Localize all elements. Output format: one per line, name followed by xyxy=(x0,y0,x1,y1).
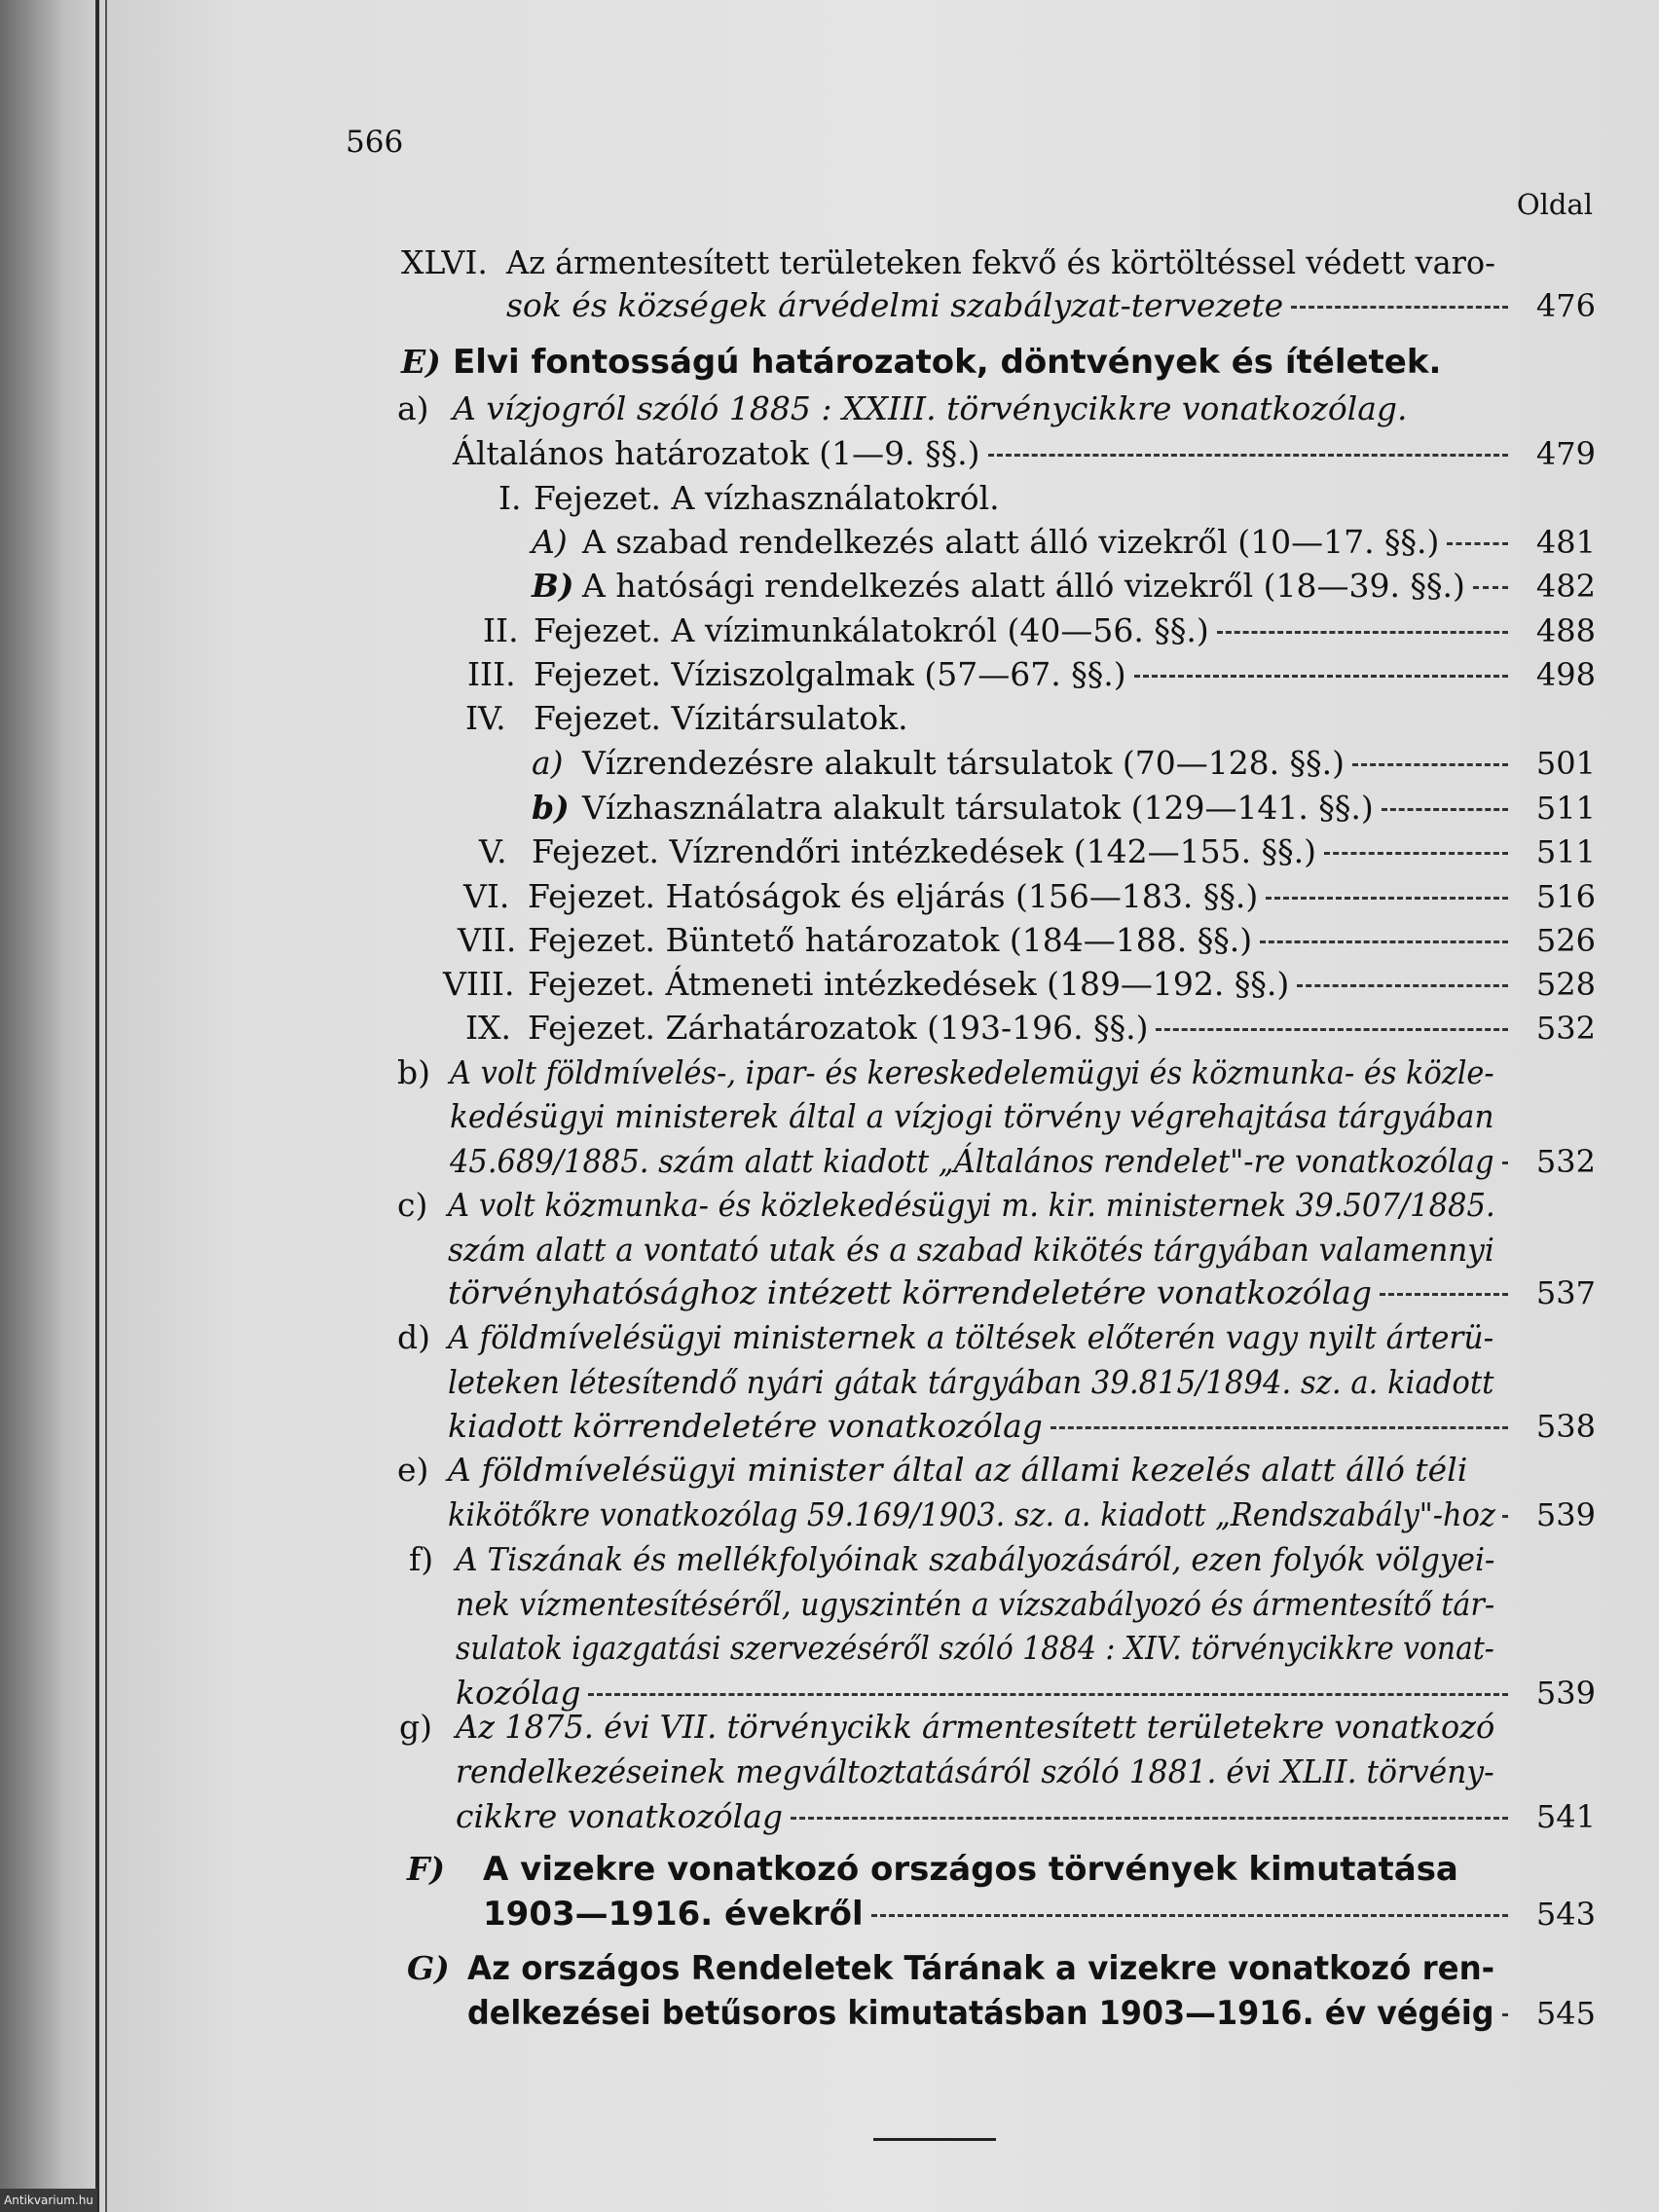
toc-entry-label: VII. xyxy=(458,921,517,959)
dot-leader xyxy=(588,1693,1508,1696)
toc-page-number: 501 xyxy=(1535,745,1596,782)
toc-entry-text: A volt földmívelés-, ipar- és kereskedelemügyi és közmunka- és közle- xyxy=(450,1053,1494,1091)
toc-page-number: 511 xyxy=(1535,790,1596,827)
toc-entry-line xyxy=(456,1706,1494,1749)
toc-page-number: 528 xyxy=(1535,966,1596,1003)
toc-page-number: 511 xyxy=(1535,833,1596,870)
toc-entry-text: rendelkezéseinek megváltoztatásáról szóló 1881. évi XLII. törvény- xyxy=(456,1752,1494,1790)
toc-entry-text: kikötőkre vonatkozólag 59.169/1903. sz. a. kiadott „Rendszabály"-hoz xyxy=(448,1495,1495,1533)
toc-entry-line xyxy=(506,241,1494,284)
toc-entry-line xyxy=(456,1751,1494,1793)
toc-entry-line xyxy=(453,341,1441,384)
toc-entry-text: A vizekre vonatkozó országos törvények kimutatása xyxy=(483,1850,1458,1889)
toc-entry-line xyxy=(450,1051,1494,1094)
toc-page-number: 482 xyxy=(1535,568,1596,605)
toc-entry-label: III. xyxy=(467,655,516,693)
toc-entry-line xyxy=(506,284,1514,327)
toc-entry-line xyxy=(528,875,1514,918)
toc-entry-text: kedésügyi ministerek által a vízjogi törvény végrehajtása tárgyában xyxy=(450,1097,1494,1135)
toc-entry-text: Vízrendezésre alakult társulatok (70—128. §§.) xyxy=(582,744,1346,782)
toc-entry-line xyxy=(528,963,1514,1006)
toc-entry-text: szám alatt a vontató utak és a szabad kikötés tárgyában valamennyi xyxy=(448,1231,1494,1269)
toc-page-number: 476 xyxy=(1535,287,1596,324)
toc-entry-line xyxy=(448,1184,1494,1227)
toc-entry-line xyxy=(467,1992,1514,2035)
toc-entry-line xyxy=(534,697,908,740)
toc-entry-label: B) xyxy=(532,567,574,605)
toc-entry-label: f) xyxy=(409,1540,434,1578)
toc-entry-text: Fejezet. Vízitársulatok. xyxy=(534,699,908,737)
column-header-oldal: Oldal xyxy=(1516,188,1593,221)
toc-entry-line xyxy=(456,1583,1494,1626)
toc-entry-text: 1903—1916. évekről xyxy=(483,1895,864,1934)
toc-entry-line xyxy=(453,387,1408,430)
toc-entry-text: Vízhasználatra alakult társulatok (129—141. §§.) xyxy=(582,789,1374,827)
toc-entry-text: A földmívelésügyi minister által az állami kezelés alatt álló téli xyxy=(448,1451,1468,1489)
toc-entry-label: b) xyxy=(397,1053,430,1091)
dot-leader xyxy=(1352,763,1508,766)
toc-entry-text: Fejezet. Hatóságok és eljárás (156—183. §§.) xyxy=(528,877,1259,915)
book-spine-shadow xyxy=(0,0,105,2212)
toc-entry-label: VI. xyxy=(463,877,510,915)
toc-entry-text: sok és községek árvédelmi szabályzat-tervezete xyxy=(506,286,1284,324)
page-number: 566 xyxy=(346,125,404,160)
toc-entry-text: Fejezet. A vízhasználatokról. xyxy=(534,479,1000,517)
toc-entry-line xyxy=(448,1405,1514,1448)
toc-entry-line xyxy=(448,1229,1494,1272)
toc-entry-line xyxy=(534,653,1514,696)
toc-entry-text: Fejezet. Átmeneti intézkedések (189—192. §§.) xyxy=(528,965,1290,1003)
toc-entry-text: A hatósági rendelkezés alatt álló vizekről (18—39. §§.) xyxy=(582,567,1465,605)
dot-leader xyxy=(1156,1028,1508,1031)
toc-page-number: 532 xyxy=(1535,1143,1596,1180)
toc-entry-line xyxy=(582,742,1514,785)
dot-leader xyxy=(791,1817,1508,1820)
toc-entry-text: leteken létesítendő nyári gátak tárgyában 39.815/1894. sz. a. kiadott xyxy=(448,1363,1494,1401)
toc-entry-label: e) xyxy=(397,1451,429,1489)
toc-entry-text: Fejezet. Zárhatározatok (193-196. §§.) xyxy=(528,1009,1149,1047)
toc-entry-line xyxy=(448,1272,1514,1314)
toc-entry-label: a) xyxy=(397,389,429,427)
toc-entry-line xyxy=(456,1795,1514,1838)
toc-entry-line xyxy=(483,1848,1458,1891)
toc-entry-label: IX. xyxy=(465,1009,512,1047)
toc-entry-text: kiadott körrendeletére vonatkozólag xyxy=(448,1407,1043,1445)
toc-entry-text: Fejezet. A vízimunkálatokról (40—56. §§.) xyxy=(534,611,1209,649)
toc-entry-text: Az országos Rendeletek Tárának a vizekre vonatkozó ren- xyxy=(467,1949,1495,1988)
dot-leader xyxy=(1324,852,1508,855)
toc-entry-line xyxy=(453,432,1514,475)
toc-entry-line xyxy=(467,1947,1494,1990)
toc-entry-text: 45.689/1885. szám alatt kiadott „Általános rendelet"-re vonatkozólag xyxy=(450,1142,1494,1180)
dot-leader xyxy=(1266,897,1508,900)
toc-entry-label: d) xyxy=(397,1318,430,1356)
toc-page-number: 538 xyxy=(1535,1408,1596,1445)
toc-entry-text: A volt közmunka- és közlekedésügyi m. kir. ministernek 39.507/1885. xyxy=(448,1186,1495,1224)
toc-entry-text: Az 1875. évi VII. törvénycikk ármentesített területekre vonatkozó xyxy=(456,1708,1495,1746)
toc-page-number: 479 xyxy=(1535,435,1596,472)
toc-entry-text: nek vízmentesítéséről, ugyszintén a vízszabályozó és ármentesítő tár- xyxy=(456,1585,1495,1623)
watermark: Antikvarium.hu xyxy=(0,2189,97,2212)
dot-leader xyxy=(871,1914,1508,1917)
toc-entry-label: IV. xyxy=(465,699,506,737)
toc-entry-line xyxy=(450,1095,1494,1138)
toc-entry-label: G) xyxy=(407,1949,450,1987)
toc-entry-label: a) xyxy=(532,744,564,782)
toc-page-number: 537 xyxy=(1535,1274,1596,1311)
toc-entry-label: F) xyxy=(407,1850,446,1888)
toc-entry-text: sulatok igazgatási szervezéséről szóló 1884 : XIV. törvénycikkre vonat- xyxy=(456,1629,1494,1667)
toc-entry-text: Fejezet. Víziszolgalmak (57—67. §§.) xyxy=(534,655,1126,693)
toc-entry-text: cikkre vonatkozólag xyxy=(456,1797,783,1835)
toc-entry-text: A földmívelésügyi ministernek a töltések előterén vagy nyilt árterü- xyxy=(448,1318,1494,1356)
toc-entry-text: A Tiszának és mellékfolyóinak szabályozásáról, ezen folyók völgyei- xyxy=(456,1540,1495,1578)
toc-page-number: 481 xyxy=(1535,524,1596,561)
toc-page-number: 545 xyxy=(1535,1995,1596,2032)
toc-entry-line xyxy=(582,565,1514,608)
dot-leader xyxy=(1051,1426,1508,1429)
toc-entry-line xyxy=(448,1449,1467,1492)
toc-entry-label: b) xyxy=(532,789,570,827)
toc-entry-label: VIII. xyxy=(443,965,515,1003)
toc-entry-line xyxy=(532,830,1514,873)
toc-entry-line xyxy=(448,1316,1494,1359)
toc-entry-label: c) xyxy=(397,1186,428,1224)
toc-entry-text: törvényhatósághoz intézett körrendeletére vonatkozólag xyxy=(448,1273,1372,1311)
dot-leader xyxy=(1217,631,1508,634)
toc-entry-label: g) xyxy=(399,1708,432,1746)
toc-entry-text: Fejezet. Büntető határozatok (184—188. §§.) xyxy=(528,921,1253,959)
toc-page-number: 526 xyxy=(1535,922,1596,959)
toc-entry-label: I. xyxy=(498,479,522,517)
toc-entry-text: kozólag xyxy=(456,1674,581,1712)
toc-entry-label: XLVI. xyxy=(401,243,488,281)
toc-entry-label: II. xyxy=(483,611,519,649)
footer-rule xyxy=(873,2138,996,2141)
toc-entry-label: V. xyxy=(479,832,507,870)
toc-entry-line xyxy=(450,1140,1514,1183)
toc-entry-text: Általános határozatok (1—9. §§.) xyxy=(453,434,980,472)
toc-page-number: 543 xyxy=(1535,1896,1596,1933)
toc-page-number: 539 xyxy=(1535,1675,1596,1712)
toc-entry-text: Fejezet. Vízrendőri intézkedések (142—155. §§.) xyxy=(532,832,1316,870)
toc-page-number: 541 xyxy=(1535,1798,1596,1835)
toc-entry-line xyxy=(528,919,1514,962)
toc-entry-label: A) xyxy=(532,523,568,561)
dot-leader xyxy=(1291,306,1508,309)
toc-entry-line xyxy=(456,1627,1494,1670)
toc-entry-text: Elvi fontosságú határozatok, döntvények és ítéletek. xyxy=(453,343,1442,382)
toc-page-number: 516 xyxy=(1535,878,1596,915)
toc-entry-label: E) xyxy=(401,343,441,381)
toc-entry-text: Az ármentesített területeken fekvő és körtöltéssel védett varo- xyxy=(506,243,1495,281)
toc-entry-line xyxy=(534,609,1514,652)
toc-entry-line xyxy=(582,521,1514,564)
toc-page-number: 498 xyxy=(1535,656,1596,693)
toc-entry-text: delkezései betűsoros kimutatásban 1903—1916. év végéig xyxy=(467,1994,1494,2033)
toc-entry-line xyxy=(448,1361,1494,1404)
dot-leader xyxy=(1134,675,1508,678)
toc-entry-line xyxy=(582,787,1514,830)
toc-page-number: 488 xyxy=(1535,612,1596,649)
toc-entry-line xyxy=(456,1538,1494,1581)
toc-entry-text: A szabad rendelkezés alatt álló vizekről (10—17. §§.) xyxy=(582,523,1440,561)
toc-entry-line xyxy=(534,477,1000,520)
toc-entry-line xyxy=(448,1493,1514,1536)
toc-entry-text: A vízjogról szóló 1885 : XXIII. törvénycikkre vonatkozólag. xyxy=(453,389,1408,427)
toc-entry-line xyxy=(528,1007,1514,1050)
dot-leader xyxy=(1260,940,1508,943)
dot-leader xyxy=(988,454,1509,457)
dot-leader xyxy=(1297,984,1508,987)
toc-page-number: 539 xyxy=(1535,1496,1596,1533)
toc-page-number: 532 xyxy=(1535,1010,1596,1047)
page-edge-line xyxy=(95,0,99,2212)
toc-entry-line xyxy=(483,1893,1514,1936)
